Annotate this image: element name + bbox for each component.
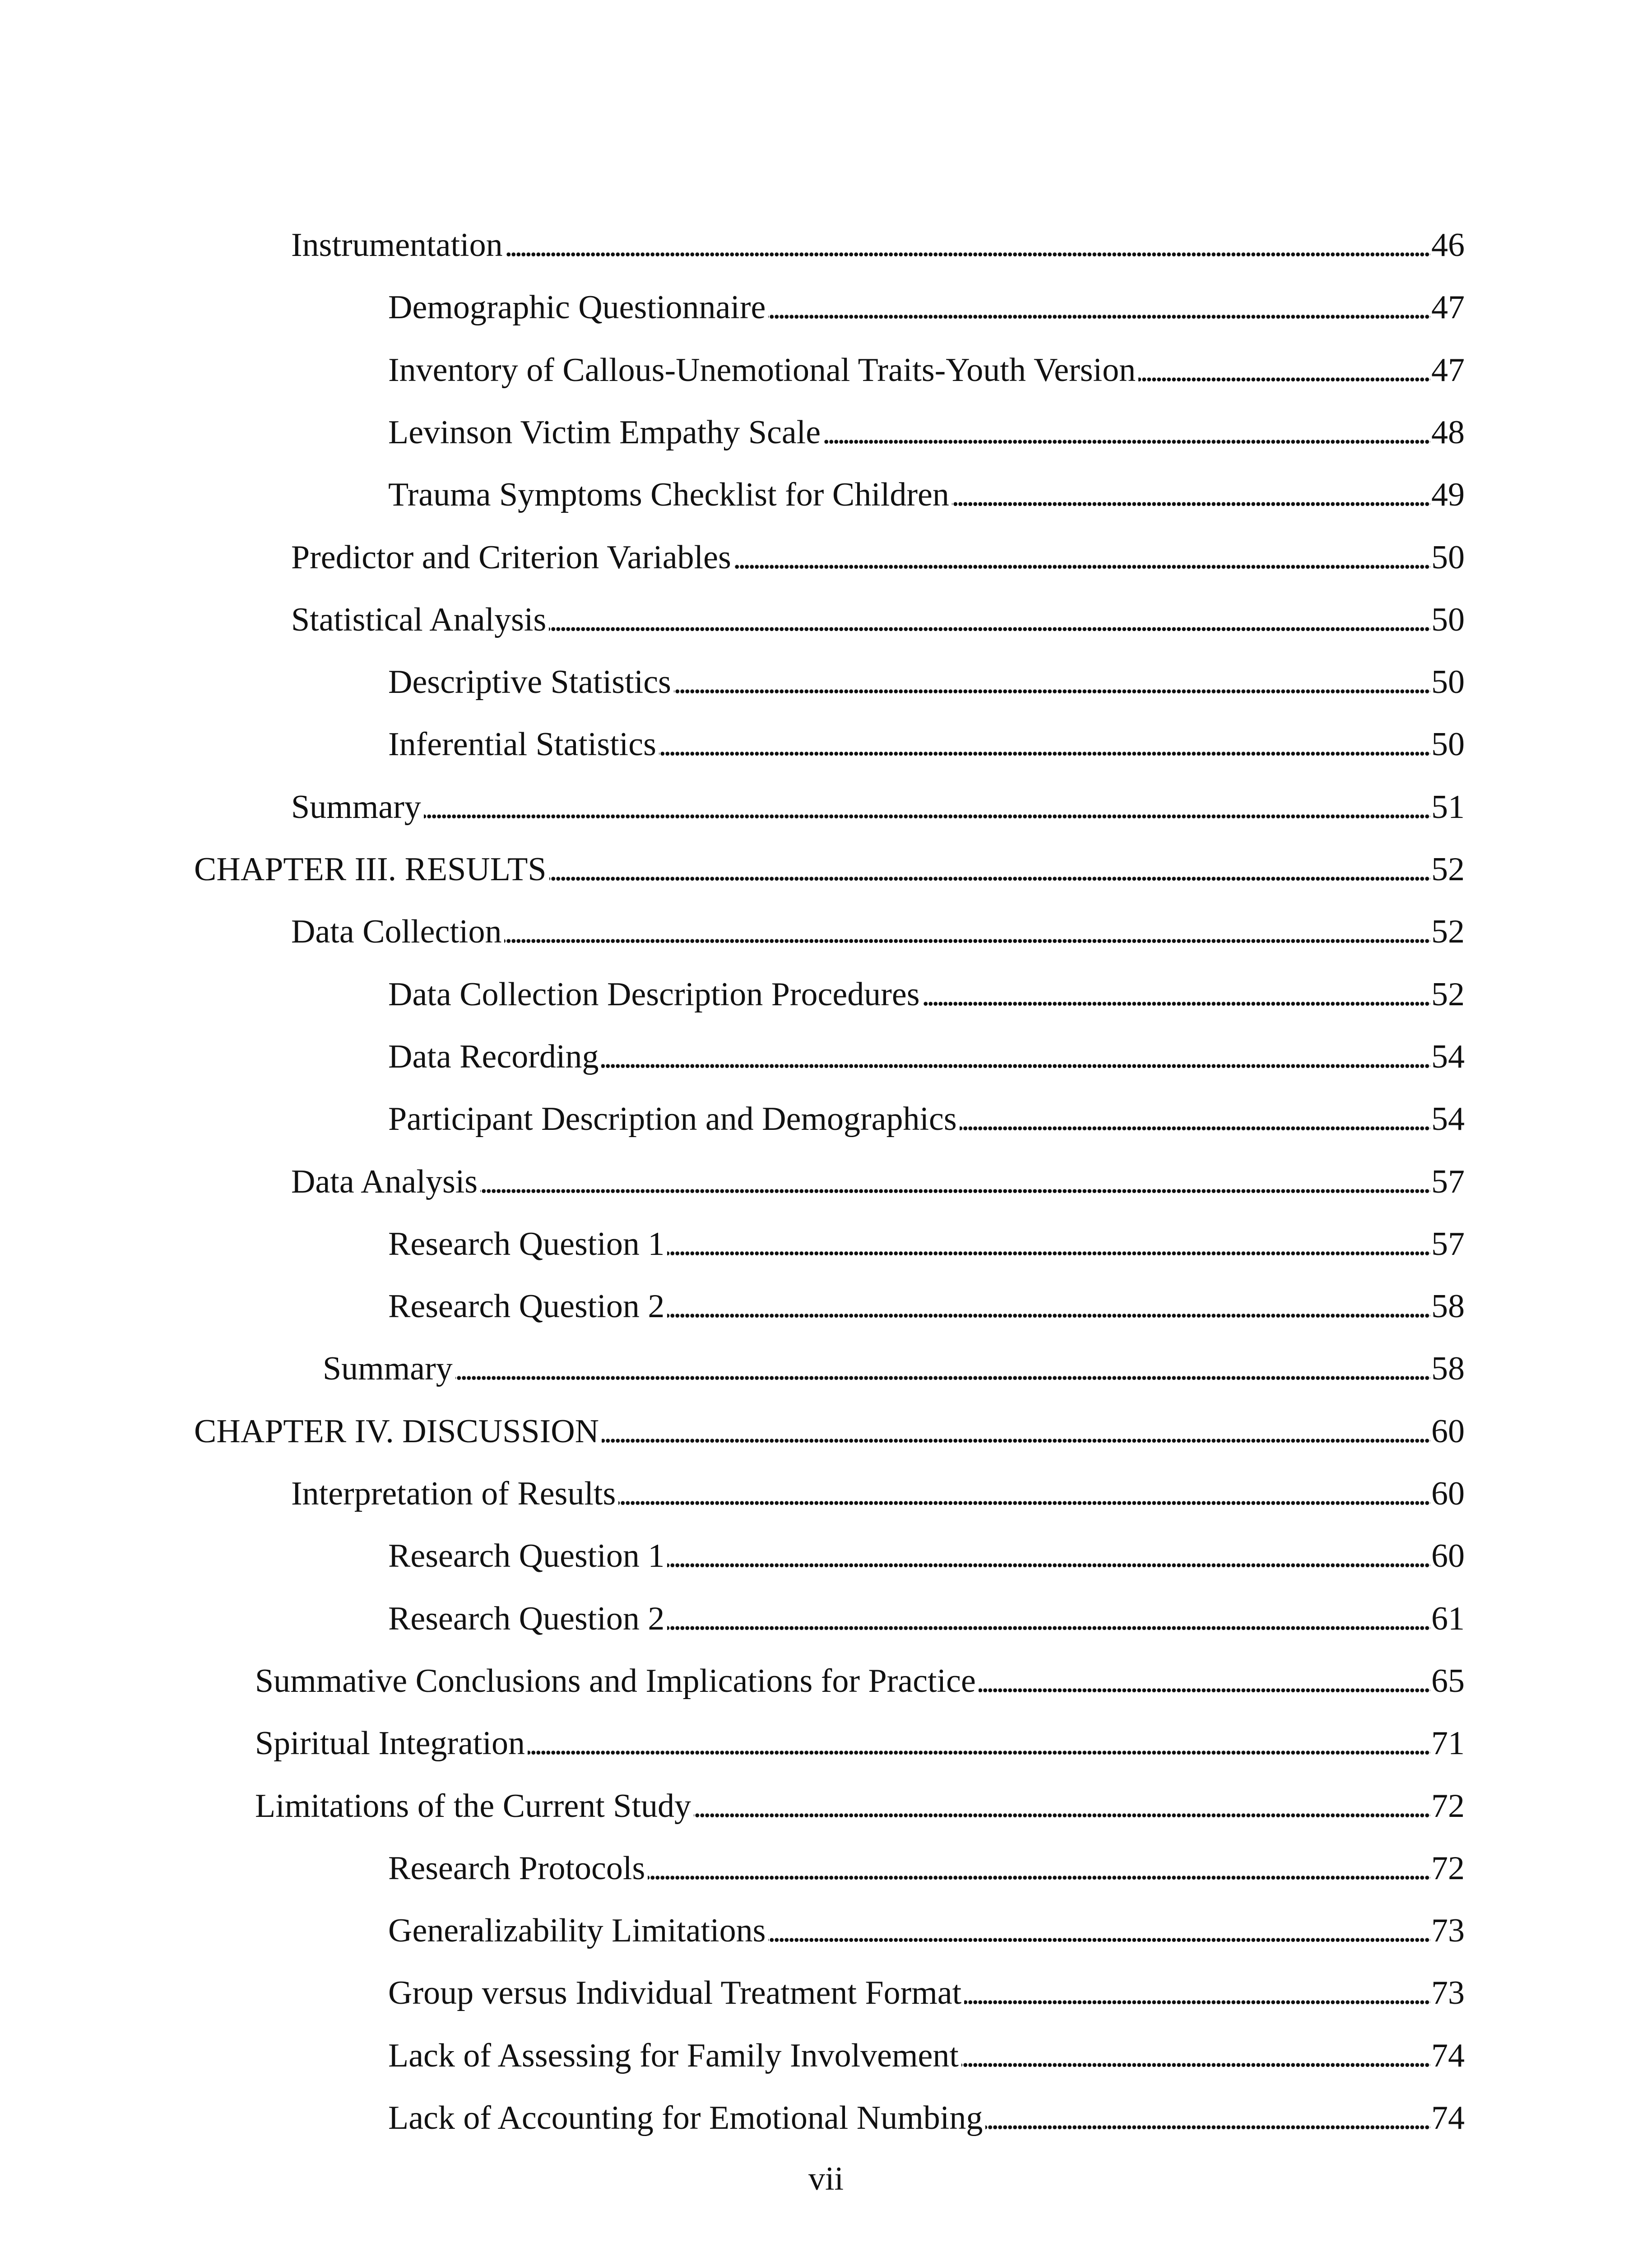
dot-leader: [964, 1976, 1430, 2010]
toc-entry-page: 61: [1431, 1600, 1465, 1637]
toc-entry: [194, 1149, 1465, 1198]
toc-entry-page: 52: [1431, 975, 1465, 1013]
toc-entry-title: Statistical Analysis: [291, 601, 547, 638]
toc-entry-title: Summative Conclusions and Implications for Practice: [255, 1662, 976, 1700]
toc-entry-title: Levinson Victim Empathy Scale: [388, 413, 821, 451]
toc-entry-page: 57: [1431, 1163, 1465, 1200]
toc-entry: [194, 1898, 1465, 1950]
toc-entry: [194, 649, 1465, 699]
toc-entry-page: 58: [1431, 1350, 1465, 1388]
toc-entry-title: Lack of Accounting for Emotional Numbing: [388, 2099, 983, 2136]
toc-entry-title: Lack of Assessing for Family Involvement: [388, 2037, 959, 2074]
toc-entry-title: Participant Description and Demographics: [388, 1101, 957, 1138]
toc-entry-page: 54: [1431, 1038, 1465, 1075]
toc-entry-title: Research Question 1: [388, 1537, 665, 1575]
toc-entry: [194, 1523, 1465, 1573]
dot-leader: [674, 665, 1430, 699]
dot-leader: [952, 478, 1430, 511]
toc-entry-title: Descriptive Statistics: [388, 664, 671, 701]
toc-entry: [194, 1835, 1465, 1885]
toc-entry-title: Generalizability Limitations: [388, 1912, 766, 1950]
toc-entry-page: 47: [1431, 289, 1465, 326]
toc-entry: [194, 836, 1465, 886]
toc-entry-title: Data Analysis: [291, 1163, 478, 1200]
toc-entry-title: Limitations of the Current Study: [255, 1787, 691, 1825]
toc-entry: [194, 1461, 1465, 1510]
dot-leader: [480, 1165, 1430, 1198]
page-number: vii: [808, 2160, 844, 2197]
toc-entry: [194, 1336, 1465, 1388]
dot-leader: [648, 1852, 1430, 1885]
toc-entry: [194, 462, 1465, 514]
toc-entry-title: Spiritual Integration: [255, 1725, 525, 1762]
dot-leader: [618, 1477, 1430, 1510]
toc-entry-page: 50: [1431, 539, 1465, 576]
dot-leader: [823, 416, 1430, 449]
toc-entry: [194, 274, 1465, 324]
toc-entry-title: Interpretation of Results: [291, 1475, 616, 1512]
dot-leader: [602, 1415, 1430, 1448]
toc-entry-title: Group versus Individual Treatment Format: [388, 1974, 962, 2012]
toc-entry: [194, 2023, 1465, 2072]
toc-entry-page: 71: [1431, 1725, 1465, 1762]
toc-entry-title: Data Collection: [291, 913, 502, 951]
toc-entry-page: 48: [1431, 413, 1465, 451]
dot-leader: [506, 228, 1430, 262]
toc-entry-title: Research Question 2: [388, 1600, 665, 1637]
dot-leader: [504, 915, 1430, 948]
toc-entry: [194, 1960, 1465, 2010]
dot-leader: [960, 1102, 1430, 1136]
toc-entry-page: 74: [1431, 2037, 1465, 2074]
dot-leader: [601, 1040, 1430, 1073]
toc-entry-page: 57: [1431, 1225, 1465, 1263]
toc-entry-page: 52: [1431, 913, 1465, 951]
dot-leader: [667, 1227, 1430, 1261]
dot-leader: [768, 291, 1430, 324]
toc-entry: [194, 774, 1465, 824]
dot-leader: [985, 2101, 1430, 2135]
toc-entry-page: 73: [1431, 1974, 1465, 2012]
toc-entry-page: 72: [1431, 1787, 1465, 1825]
toc-entry: [194, 1773, 1465, 1823]
toc-entry-page: 49: [1431, 476, 1465, 514]
toc-entry: [194, 1398, 1465, 1448]
dot-leader: [768, 1914, 1430, 1947]
toc-entry-title: CHAPTER IV. DISCUSSION: [194, 1412, 599, 1450]
toc-entry-page: 54: [1431, 1101, 1465, 1138]
toc-entry: [194, 1273, 1465, 1323]
dot-leader: [549, 853, 1430, 886]
dot-leader: [979, 1664, 1430, 1698]
toc-entry-title: Data Recording: [388, 1038, 599, 1075]
dot-leader: [923, 978, 1431, 1011]
toc-entry-title: CHAPTER III. RESULTS: [194, 851, 547, 888]
toc-entry-page: 72: [1431, 1849, 1465, 1887]
dot-leader: [667, 1290, 1430, 1323]
dot-leader: [694, 1789, 1430, 1823]
toc-entry-page: 73: [1431, 1912, 1465, 1950]
toc-entry: [194, 1086, 1465, 1136]
toc-entry: [194, 1586, 1465, 1635]
toc-entry: [194, 711, 1465, 761]
toc-entry-page: 60: [1431, 1412, 1465, 1450]
dot-leader: [1138, 353, 1430, 387]
dot-leader: [424, 790, 1430, 824]
toc-entry-title: Research Question 2: [388, 1288, 665, 1325]
toc-entry-title: Research Question 1: [388, 1225, 665, 1263]
toc-entry-page: 46: [1431, 227, 1465, 264]
toc-entry-page: 58: [1431, 1288, 1465, 1325]
toc-entry: [194, 1710, 1465, 1760]
toc-entry-title: Instrumentation: [291, 227, 503, 264]
toc-entry-title: Research Protocols: [388, 1849, 645, 1887]
toc-entry-page: 52: [1431, 851, 1465, 888]
dot-leader: [528, 1727, 1430, 1760]
toc-entry: [194, 337, 1465, 387]
toc-entry: [194, 899, 1465, 951]
dot-leader: [667, 1539, 1430, 1573]
toc-entry-title: Trauma Symptoms Checklist for Children: [388, 476, 949, 514]
toc-entry: [194, 587, 1465, 636]
dot-leader: [659, 728, 1430, 761]
toc-entry: [194, 212, 1465, 262]
toc-entry-title: Demographic Questionnaire: [388, 289, 766, 326]
toc-entry-page: 60: [1431, 1475, 1465, 1512]
toc-entry-title: Predictor and Criterion Variables: [291, 539, 731, 576]
toc-entry-title: Data Collection Description Procedures: [388, 975, 920, 1013]
toc-entry-page: 50: [1431, 601, 1465, 638]
toc-entry: [194, 399, 1465, 449]
toc-entry-title: Inferential Statistics: [388, 726, 656, 763]
dot-leader: [961, 2039, 1430, 2072]
toc-entry: [194, 1211, 1465, 1261]
dot-leader: [734, 541, 1430, 574]
toc-entry-page: 51: [1431, 788, 1465, 826]
toc-entry: [194, 1648, 1465, 1698]
toc-entry-page: 47: [1431, 351, 1465, 389]
toc-entry-page: 60: [1431, 1537, 1465, 1575]
toc-entry-page: 65: [1431, 1662, 1465, 1700]
toc-entry: [194, 2085, 1465, 2135]
toc-entry-page: 50: [1431, 726, 1465, 763]
dot-leader: [455, 1352, 1430, 1385]
toc-entry: [194, 961, 1465, 1011]
dot-leader: [667, 1602, 1430, 1635]
toc-entry-title: Inventory of Callous-Unemotional Traits-Youth Version: [388, 351, 1136, 389]
toc-entry-title: Summary: [323, 1350, 453, 1388]
toc-entry-title: Summary: [291, 788, 421, 826]
dot-leader: [549, 603, 1430, 636]
toc-entry: [194, 1024, 1465, 1073]
toc-entry-page: 50: [1431, 664, 1465, 701]
toc-entry-page: 74: [1431, 2099, 1465, 2136]
toc-entry: [194, 525, 1465, 574]
